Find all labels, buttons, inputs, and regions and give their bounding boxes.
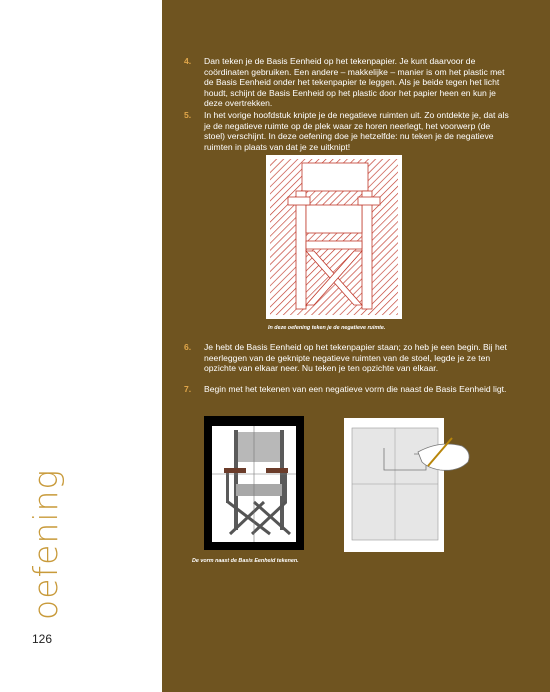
left-margin <box>0 0 162 692</box>
step-number: 5. <box>184 110 192 120</box>
step-number: 4. <box>184 56 192 66</box>
step-text: Begin met het tekenen van een negatieve vorm die naast de Basis Eenheid ligt. <box>204 384 507 394</box>
negative-space-drawing <box>266 155 402 319</box>
step-text: In het vorige hoofdstuk knipte je de negatieve ruimten uit. Zo ontdekte je, dat als je de negatieve ruimte op de plek waar ze horen neerlegt, het voorwerp (de stoel) verschijnt. In deze oefening doe je hetzelfde: nu teken je de negatieve ruimten in plaats van dat je ze uitknipt! <box>204 110 509 152</box>
step-text: Je hebt de Basis Eenheid op het tekenpapier staan; zo heb je een begin. Bij het neerleggen van de geknipte negatieve ruimten van de stoel, legde je ze ten opzichte van elkaar neer. Nu teken je ten opzichte van elkaar. <box>204 342 507 374</box>
section-title: oefening <box>26 468 65 620</box>
drawing-in-progress <box>344 418 476 552</box>
chair-photo <box>204 416 304 550</box>
step-text: Dan teken je de Basis Eenheid op het tekenpapier. Je kunt daarvoor de coördinaten gebruiken. Een andere – makkelijke – manier is om het plastic met de Basis Eenheid onder het tekenpapier te leggen. Als je beide tegen het licht houdt, schijnt de Basis Eenheid op het plastic door het papier heen en kun je deze overtrekken. <box>204 56 505 109</box>
figure-caption: De vorm naast de Basis Eenheid tekenen. <box>192 558 299 564</box>
figure-caption: In deze oefening teken je de negatieve ruimte. <box>268 325 386 331</box>
step-number: 6. <box>184 342 192 352</box>
step-number: 7. <box>184 384 192 394</box>
page-number: 126 <box>32 632 53 646</box>
